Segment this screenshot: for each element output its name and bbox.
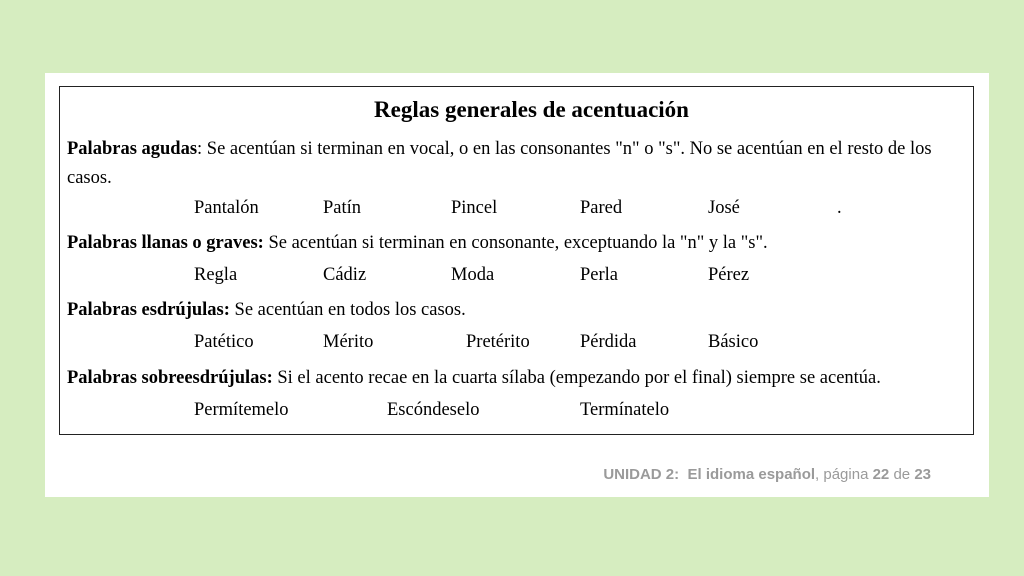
rule-text: Se acentúan en todos los casos. [229,300,466,320]
rule-heading: Palabras agudas [67,139,198,159]
footer-page-total: 23 [914,466,931,483]
example-word: Termínatelo [580,400,670,420]
example-word: Pared [580,198,623,218]
rule-llanas [67,229,963,258]
rule-text: Si el acento recae en la cuarta sílaba (empezando por el final) siempre se acentúa. [272,368,881,388]
example-word: Escóndeselo [387,400,480,420]
example-word: Pantalón [194,198,259,218]
example-word: Pretérito [466,332,530,352]
rule-sobreesdrujulas [67,364,963,393]
example-word: Pincel [451,198,498,218]
rule-heading: Palabras sobreesdrújulas: [67,368,273,388]
rules-box [59,86,974,435]
example-word: José [708,198,740,218]
slide-card [45,73,989,497]
example-word: Permítemelo [194,400,289,420]
footer-unit: UNIDAD 2: [603,466,680,483]
example-word: . [837,198,842,218]
rule-heading: Palabras esdrújulas: [67,300,230,320]
rule-agudas [67,135,963,193]
example-word: Patín [323,198,362,218]
footer-unit-title: El idioma español [687,466,816,483]
example-word: Patético [194,332,254,352]
rule-heading: Palabras llanas o graves: [67,233,264,253]
rule-text: Se acentúan si terminan en consonante, exceptuando la "n" y la "s". [263,233,768,253]
example-word: Cádiz [323,265,367,285]
example-word: Moda [451,265,495,285]
footer-page-number: 22 [872,466,890,483]
footer-of-label: de [893,466,911,483]
page-footer [603,466,931,483]
example-word: Pérdida [580,332,637,352]
footer-page-label: , página [815,466,869,483]
example-word: Perla [580,265,619,285]
rule-esdrujulas [67,296,963,325]
example-word: Regla [194,265,238,285]
example-word: Mérito [323,332,374,352]
document-title: Reglas generales de acentuación [374,97,689,122]
example-word: Básico [708,332,759,352]
rule-text: : Se acentúan si terminan en vocal, o en las consonantes "n" o "s". No se acentúan en el resto de los casos. [67,139,932,188]
example-word: Pérez [708,265,750,285]
